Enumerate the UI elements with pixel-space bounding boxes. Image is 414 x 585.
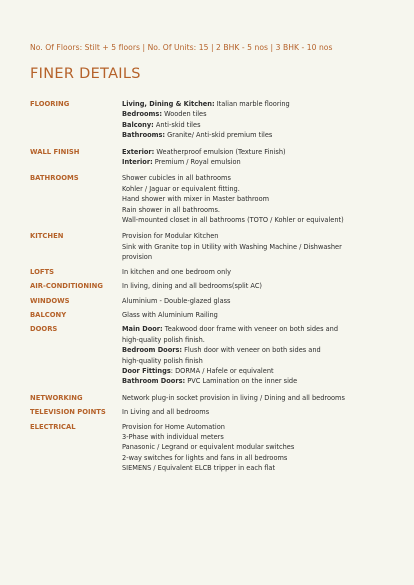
spec-row [30, 310, 402, 320]
spec-line [122, 267, 402, 277]
spec-line [122, 120, 402, 130]
spec-line-key: Main Door: [122, 325, 163, 334]
spec-line [122, 173, 402, 183]
spec-line [122, 407, 402, 417]
spec-line-text: Wall-mounted closet in all bathrooms (TOTO / Kohler or equivalent) [122, 216, 344, 225]
spec-line-text: Premium / Royal emulsion [152, 158, 241, 167]
spec-label: FLOORING [30, 100, 70, 108]
spec-line-text: high-quality polish finish [122, 356, 203, 365]
spec-content [122, 99, 402, 141]
spec-content [122, 267, 402, 277]
spec-line-key: Balcony: [122, 120, 154, 129]
spec-line-text: Teakwood door frame with veneer on both sides and [162, 325, 339, 334]
spec-line-text: Anti-skid tiles [153, 120, 201, 129]
spec-label: BATHROOMS [30, 174, 79, 183]
spec-line [122, 242, 402, 252]
spec-row [30, 99, 402, 141]
spec-row [30, 281, 402, 291]
spec-line-text: Hand shower with mixer in Master bathroom [122, 195, 270, 204]
spec-line [122, 252, 402, 262]
spec-line [122, 335, 402, 345]
spec-line-text: Wooden tiles [161, 110, 207, 119]
spec-line-text: provision [122, 253, 153, 262]
spec-row [30, 296, 402, 306]
spec-line [122, 324, 402, 334]
spec-line-text: Italian marble flooring [214, 100, 290, 108]
spec-line [122, 147, 402, 157]
spec-line-text: Sink with Granite top in Utility with Washing Machine / Dishwasher [122, 242, 342, 251]
project-summary: No. Of Floors: Stilt + 5 floors | No. Of Units: 15 | 2 BHK - 5 nos | 3 BHK - 10 nos [30, 43, 333, 52]
spec-line [122, 453, 402, 463]
page-title: FINER DETAILS [30, 66, 141, 82]
spec-line-text: Shower cubicles in all bathrooms [122, 174, 231, 183]
spec-line-text: In living, dining and all bedrooms(split AC) [122, 282, 262, 291]
spec-row [30, 393, 402, 403]
spec-line-text: Granite/ Anti-skid premium tiles [165, 131, 273, 140]
spec-content [122, 231, 402, 262]
spec-line [122, 205, 402, 215]
spec-line [122, 157, 402, 167]
spec-line [122, 194, 402, 204]
spec-label: LOFTS [30, 267, 55, 276]
spec-content [122, 296, 402, 306]
spec-line-key: Bedroom Doors: [122, 346, 183, 355]
spec-line-text: Network plug-in socket provision in living / Dining and all bedrooms [122, 393, 345, 402]
spec-line [122, 442, 402, 452]
spec-line-text: Flush door with veneer on both sides and [182, 346, 321, 355]
spec-line-text: Rain shower in all bathrooms. [122, 205, 220, 214]
spec-line-text: In Living and all bedrooms [122, 408, 210, 417]
spec-row [30, 173, 402, 225]
spec-line-key: Exterior: [122, 147, 155, 156]
spec-label: DOORS [30, 325, 58, 334]
spec-line-text: Aluminium - Double-glazed glass [122, 296, 231, 305]
spec-row [30, 147, 402, 168]
spec-line-text: Panasonic / Legrand or equivalent modular switches [122, 443, 295, 452]
spec-content [122, 147, 402, 168]
spec-line-text: Provision for Home Automation [122, 422, 225, 431]
spec-line-key: Living, Dining & Kitchen: [122, 100, 215, 108]
spec-label: BALCONY [30, 310, 67, 319]
spec-content [122, 407, 402, 417]
spec-line-key: Door Fittings [122, 366, 171, 375]
spec-line-text: Weatherproof emulsion (Texture Finish) [154, 147, 286, 156]
spec-line-text: high-quality polish finish. [122, 335, 205, 344]
spec-line [122, 366, 402, 376]
spec-line [122, 109, 402, 119]
spec-line-text: 3-Phase with individual meters [122, 432, 224, 441]
spec-line [122, 463, 402, 473]
spec-line-key: Bathroom Doors: [122, 377, 186, 386]
spec-label: KITCHEN [30, 232, 64, 241]
spec-row [30, 407, 402, 417]
spec-line-key: Interior: [122, 158, 153, 167]
spec-content [122, 310, 402, 320]
spec-row [30, 324, 402, 386]
spec-line-key: Bedrooms: [122, 110, 162, 119]
spec-line [122, 215, 402, 225]
spec-line [122, 281, 402, 291]
spec-line-text: Kohler / Jaguar or equivalent fitting. [122, 184, 240, 193]
spec-line-key: Bathrooms: [122, 131, 166, 140]
spec-line-text: Provision for Modular Kitchen [122, 232, 219, 241]
spec-line [122, 432, 402, 442]
spec-row [30, 267, 402, 277]
spec-label: AIR-CONDITIONING [30, 282, 103, 291]
spec-line [122, 393, 402, 403]
spec-label: WINDOWS [30, 296, 70, 305]
spec-label: ELECTRICAL [30, 422, 76, 431]
spec-line [122, 184, 402, 194]
spec-content [122, 393, 402, 403]
spec-content [122, 281, 402, 291]
spec-line-text: 2-way switches for lights and fans in all bedrooms [122, 453, 288, 462]
spec-line [122, 130, 402, 140]
spec-line [122, 99, 402, 109]
spec-line-text: Glass with Aluminium Railing [122, 310, 218, 319]
spec-line [122, 422, 402, 432]
spec-line-text: In kitchen and one bedroom only [122, 267, 231, 276]
spec-label: NETWORKING [30, 393, 83, 402]
spec-line-text: PVC Lamination on the inner side [185, 377, 298, 386]
spec-table [30, 99, 402, 474]
spec-line [122, 356, 402, 366]
spec-row [30, 422, 402, 474]
spec-content [122, 422, 402, 474]
spec-content [122, 324, 402, 386]
spec-line [122, 345, 402, 355]
spec-row [30, 231, 402, 262]
spec-line-text: : DORMA / Hafele or equivalent [170, 366, 274, 375]
spec-label: WALL FINISH [30, 147, 80, 156]
spec-label: TELEVISION POINTS [30, 408, 106, 417]
spec-line [122, 231, 402, 241]
spec-content [122, 173, 402, 225]
spec-line [122, 310, 402, 320]
spec-line-text: SIEMENS / Equivalent ELCB tripper in each flat [122, 464, 276, 473]
spec-line [122, 296, 402, 306]
spec-line [122, 376, 402, 386]
